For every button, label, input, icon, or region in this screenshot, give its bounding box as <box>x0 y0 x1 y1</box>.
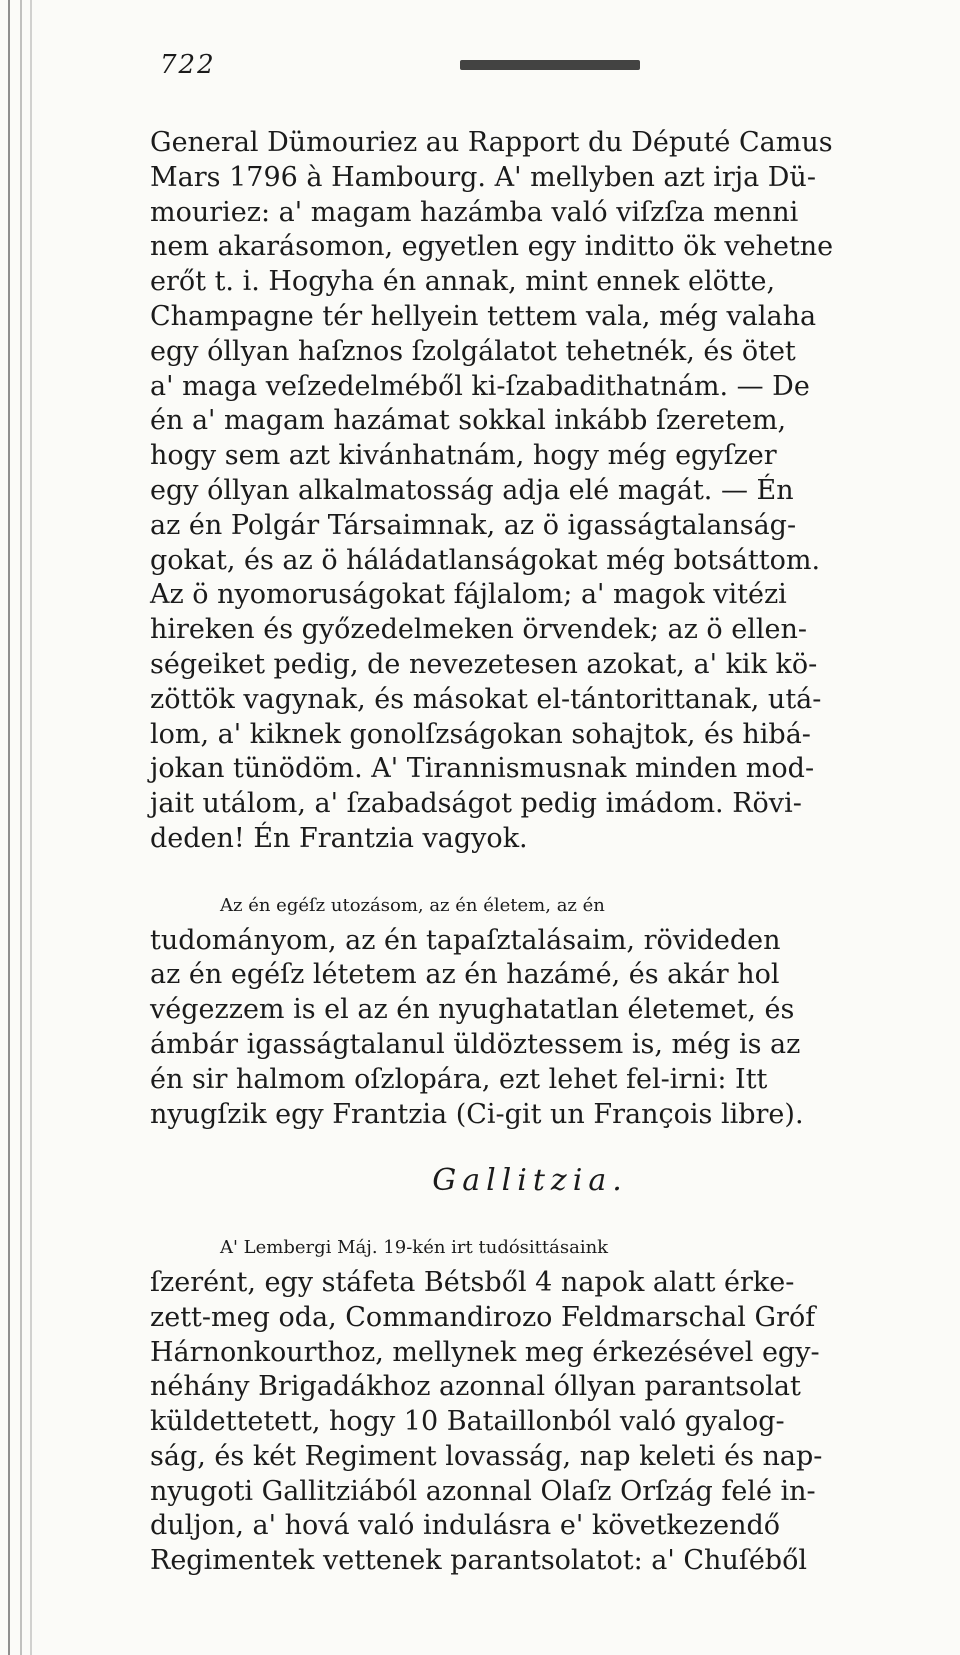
text-line: én a' magam hazámat sokkal inkább ſzeretem, <box>150 405 787 437</box>
text-line: mouriez: a' magam hazámba való viſzſza menni <box>150 196 799 228</box>
text-line: én sir halmom oſzlopára, ezt lehet fel-irni: Itt <box>150 1063 768 1095</box>
text-line: ság, és két Regiment lovasság, nap keleti és nap- <box>150 1440 823 1472</box>
text-line: General Dümouriez au Rapport du Député Camus <box>150 127 833 158</box>
paragraph-gap <box>150 857 910 889</box>
text-line: hireken és győzedelmeken örvendek; az ö ellen- <box>150 614 807 646</box>
text-line: Az én egéſz utozásom, az én életem, az én <box>220 894 605 916</box>
text-line: Hárnonkourthoz, mellynek meg érkezésével egy- <box>150 1336 820 1368</box>
text-line: tudományom, az én tapaſztalásaim, rövideden <box>150 924 781 956</box>
text-line: Az ö nyomoruságokat fájlalom; a' magok vitézi <box>150 579 787 611</box>
text-line: A' Lembergi Máj. 19-kén irt tudósittásaink <box>220 1237 609 1259</box>
text-line: ámbár igasságtalanul üldöztessem is, még is az <box>150 1028 801 1060</box>
paragraph-gap <box>150 1132 910 1164</box>
text-line: gokat, és az ö háládatlanságokat még botsáttom. <box>150 544 821 576</box>
text-line: Champagne tér hellyein tettem vala, még valaha <box>150 300 817 332</box>
text-line: zett-meg oda, Commandirozo Feldmarschal Gróf <box>150 1301 816 1333</box>
text-line: jokan tünödöm. A' Tirannismusnak minden mod- <box>150 753 815 785</box>
text-line: az én egéſz létetem az én hazámé, és akár hol <box>150 959 780 991</box>
text-line: lom, a' kiknek gonolſzságokan sohajtok, és hibá- <box>150 718 811 750</box>
text-line: nem akarásomon, egyetlen egy inditto ök vehetne <box>150 231 834 263</box>
text-line: duljon, a' hová való indulásra e' következendő <box>150 1510 781 1542</box>
paragraph-3 <box>150 1231 910 1579</box>
text-line: Mars 1796 à Hambourg. A' mellyben azt irja Dü- <box>150 161 816 193</box>
text-line: deden! Én Frantzia vagyok. <box>150 822 528 854</box>
text-line: zöttök vagynak, és másokat el-tántorittanak, utá- <box>150 683 822 715</box>
header-rule <box>460 60 640 70</box>
section-heading: Gallitzia. <box>432 1163 628 1199</box>
text-line: néhány Brigadákhoz azonnal óllyan parantsolat <box>150 1371 801 1403</box>
paragraph-gap <box>150 1199 910 1231</box>
body-text <box>150 126 910 1579</box>
gutter-line <box>30 0 32 1655</box>
gutter-line <box>20 0 22 1655</box>
binding-gutter <box>6 0 36 1655</box>
text-line: nyugoti Gallitziából azonnal Olaſz Orſzág felé in- <box>150 1475 816 1507</box>
text-line: jait utálom, a' ſzabadságot pedig imádom. Rövi- <box>150 788 802 820</box>
text-line: ſzerént, egy stáfeta Bétsből 4 napok alatt érke- <box>150 1266 795 1298</box>
text-line: egy óllyan alkalmatosság adja elé magát. — Én <box>150 474 794 506</box>
text-line: Regimentek vettenek parantsolatot: a' Chuſéből <box>150 1545 807 1577</box>
text-line: egy óllyan haſznos ſzolgálatot tehetnék, és ötet <box>150 335 796 367</box>
text-line: az én Polgár Társaimnak, az ö igasságtalanság- <box>150 509 797 541</box>
gutter-line <box>8 0 10 1655</box>
text-line: ségeiket pedig, de nevezetesen azokat, a' kik kö- <box>150 648 818 680</box>
text-line: küldettetett, hogy 10 Bataillonból való gyalog- <box>150 1406 785 1438</box>
page-number: 722 <box>160 50 216 80</box>
text-line: végezzem is el az én nyughatatlan életemet, és <box>150 994 795 1026</box>
text-line: erőt t. i. Hogyha én annak, mint ennek elötte, <box>150 266 776 298</box>
text-line: nyugſzik egy Frantzia (Ci-git un François libre). <box>150 1098 804 1130</box>
text-line: hogy sem azt kivánhatnám, hogy még egyſzer <box>150 440 777 472</box>
paragraph-2 <box>150 889 910 1133</box>
paragraph-1 <box>150 126 910 857</box>
text-line: a' maga veſzedelméből ki-ſzabadithatnám. — De <box>150 370 810 402</box>
